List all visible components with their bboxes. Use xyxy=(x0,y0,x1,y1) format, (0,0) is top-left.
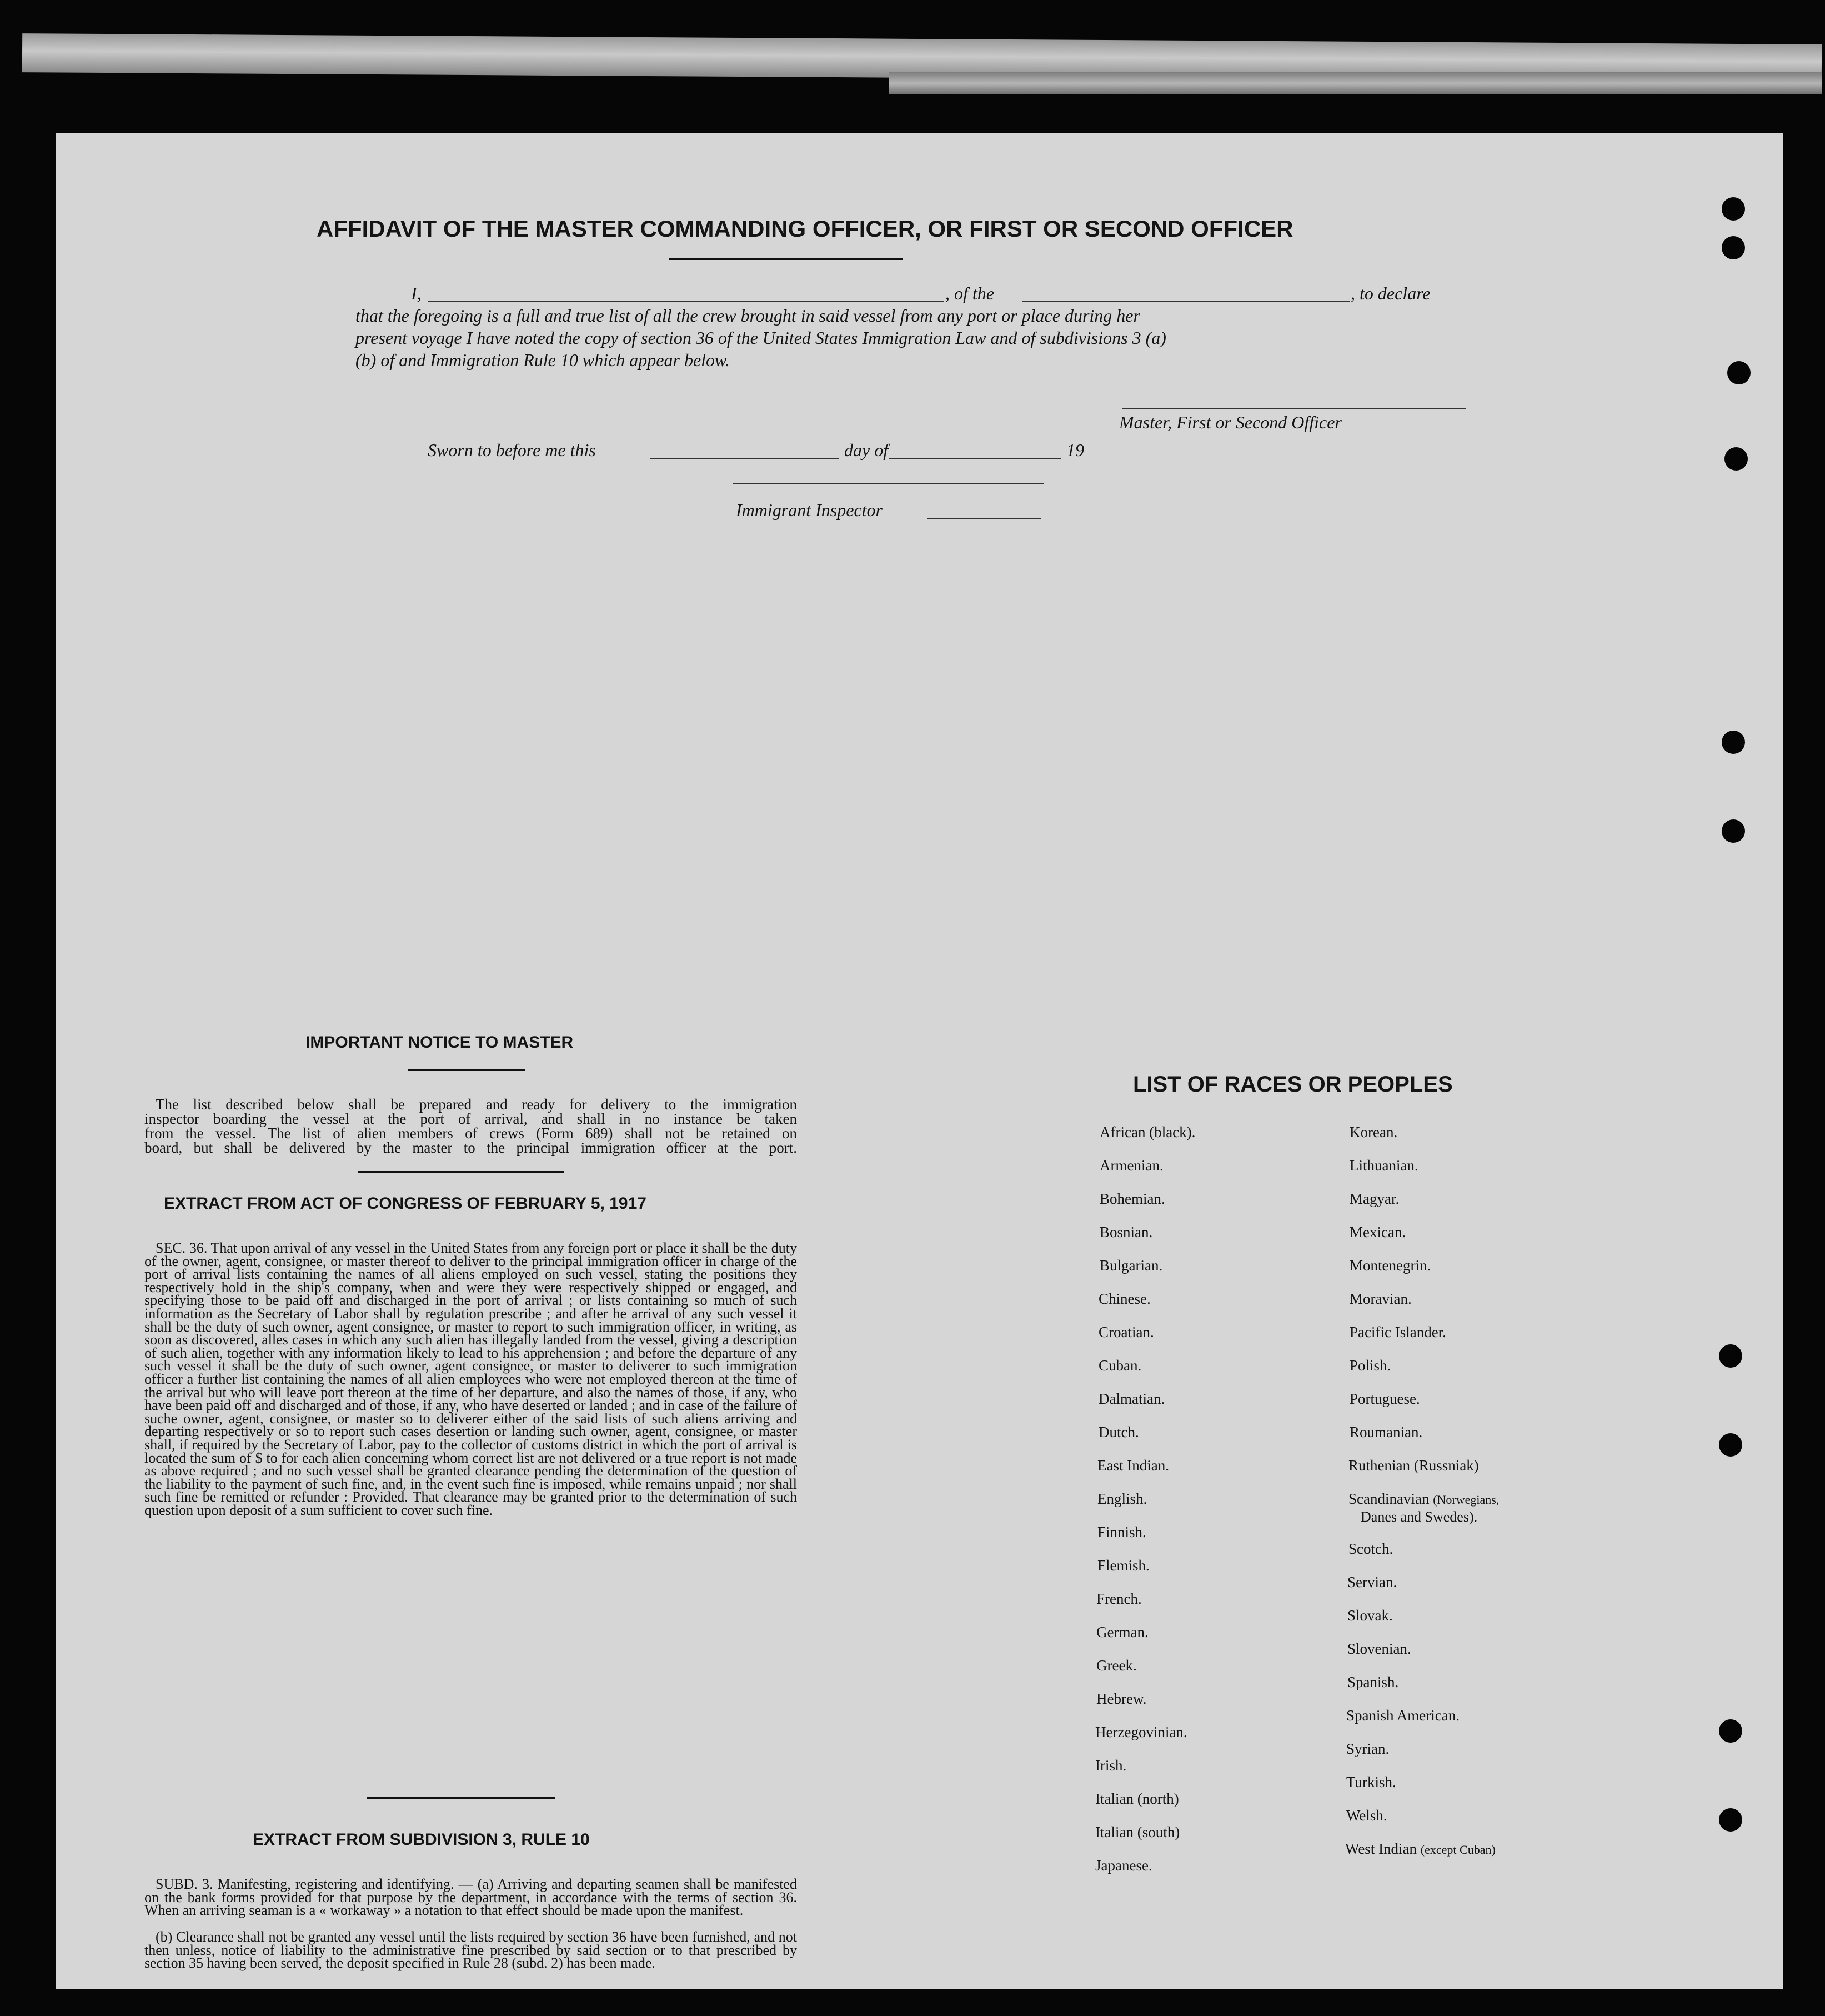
binder-hole xyxy=(1719,1344,1742,1368)
of-the-label: , of the xyxy=(945,283,994,303)
sworn-label: Sworn to before me this xyxy=(428,440,596,460)
notice-line-4: board, but shall be delivered by the master to the principal immigration officer at the port. xyxy=(144,1139,797,1156)
race-label: West Indian xyxy=(1345,1840,1417,1857)
notice-rule xyxy=(408,1069,525,1071)
binder-hole xyxy=(1719,1433,1742,1457)
race-item: Cuban. xyxy=(1099,1357,1142,1374)
vessel-blank[interactable] xyxy=(1022,301,1350,302)
act-text: SEC. 36. That upon arrival of any vessel in the United States from any foreign port or place it shall be the duty of the owner, agent, consignee, or master thereof to deliver to the principal immigration officer in charge of the port of arrival lists containing the names of all aliens employed on such vessel, stating the positions they respectively hold in the ship's company, when and were they were respectively shipped or engaged, and specifying those to be paid off and discharged in the port of arrival ; or lists containing so much of such information as the Secretary of Labor shall by regulation prescribe ; and after he arrival of any such vessel it shall be the duty of such owner, agent consignee, or master to report to such immigration officer, in writing, as soon as discovered, alles cases in which any such alien has illegally landed from the vessel, giving a description of such alien, together with any information likely to lead to his apprehension ; and before the departure of any such vessel it shall be the duty of such owner, agent consignee, or master to deliverer to such immigration officer a further list containing the names of all alien employees who were not employed thereon at the time of the arrival but who will leave port thereon at the time of her departure, and also the names of those, if any, who have been paid off and discharged and of those, if any, who have deserted or landed ; and in case of the failure of suche owner, agent, consignee, or master so to deliverer either of the said lists of such aliens arriving and departing respectively or so to report such cases desertion or landing such owner, agent, consignee, or master shall, if required by the Secretary of Labor, pay to the collector of customs district in which the port of arrival is located the sum of $ to for each alien concerning whom correct list are not delivered or a true report is not made as above required ; and no such vessel shall be granted clearance pending the determination of the question of the liability to the payment of such fine, and, in the event such fine is imposed, while remains unpaid ; nor shall such fine be remitted or refunder : Provided. That clearance may be granted prior to the determination of such question upon deposit of a sum sufficient to cover such fine. xyxy=(144,1240,797,1518)
rule-text-a: SUBD. 3. Manifesting, registering and identifying. — (a) Arriving and departing seamen shall be manifested on the bank forms provided for that purpose by the department, in accordance with the terms of section 36. When an arriving seaman is a « workaway » a notation to that effect should be made upon the manifest. xyxy=(144,1876,797,1919)
race-item: Bohemian. xyxy=(1100,1190,1165,1207)
race-item: Bulgarian. xyxy=(1100,1257,1163,1274)
race-item: Hebrew. xyxy=(1096,1690,1147,1707)
signature-blank[interactable] xyxy=(1122,408,1466,409)
i-label: I, xyxy=(411,283,422,303)
race-item: Dutch. xyxy=(1099,1424,1139,1440)
binder-hole xyxy=(1722,197,1745,221)
race-item: English. xyxy=(1097,1490,1147,1507)
race-item: Japanese. xyxy=(1095,1857,1152,1874)
day-of-label: day of xyxy=(844,440,889,460)
to-declare-label: , to declare xyxy=(1351,283,1431,303)
title-rule xyxy=(669,258,903,260)
race-note-line-2 xyxy=(1361,1508,1477,1525)
race-note: (except Cuban) xyxy=(1420,1843,1496,1857)
race-item: African (black). xyxy=(1100,1124,1196,1140)
race-note: Danes and Swedes). xyxy=(1361,1509,1478,1525)
year-prefix: 19 xyxy=(1066,440,1084,460)
race-item: East Indian. xyxy=(1097,1457,1169,1474)
binder-hole xyxy=(1719,1808,1742,1832)
race-item: Herzegovinian. xyxy=(1095,1724,1187,1740)
notice-title: IMPORTANT NOTICE TO MASTER xyxy=(305,1033,574,1052)
binder-hole xyxy=(1727,361,1751,384)
race-item: Turkish. xyxy=(1346,1774,1396,1790)
act-title: EXTRACT FROM ACT OF CONGRESS OF FEBRUARY 5, 1917 xyxy=(164,1194,646,1213)
name-blank[interactable] xyxy=(428,301,944,302)
races-title: LIST OF RACES OR PEOPLES xyxy=(1133,1072,1453,1097)
binder-hole xyxy=(1722,731,1745,754)
race-item: Greek. xyxy=(1096,1657,1137,1674)
affidavit-line-4: (b) of and Immigration Rule 10 which appear below. xyxy=(355,350,730,370)
race-item-scandinavian xyxy=(1348,1490,1499,1508)
race-item: Korean. xyxy=(1350,1124,1398,1140)
race-item: Portuguese. xyxy=(1350,1390,1420,1407)
binder-hole xyxy=(1724,447,1748,471)
notice-line-3: from the vessel. The list of alien members of crews (Form 689) shall not be retained on xyxy=(144,1125,797,1142)
month-blank[interactable] xyxy=(889,458,1061,459)
signature-label: Master, First or Second Officer xyxy=(1119,412,1342,432)
race-note: (Norwegians, xyxy=(1433,1493,1500,1507)
act-bottom-rule xyxy=(367,1797,555,1799)
race-item: Spanish. xyxy=(1347,1674,1399,1690)
race-item: French. xyxy=(1096,1590,1142,1607)
race-item: Scotch. xyxy=(1348,1540,1393,1557)
sworn-line xyxy=(428,440,1177,462)
race-item: Servian. xyxy=(1347,1574,1397,1590)
race-item: Chinese. xyxy=(1099,1290,1151,1307)
race-item: Spanish American. xyxy=(1346,1707,1460,1724)
inspector-blank[interactable] xyxy=(927,518,1041,519)
race-item: Syrian. xyxy=(1346,1740,1390,1757)
notice-line-1: The list described below shall be prepared and ready for delivery to the immigration xyxy=(156,1096,797,1113)
race-item: Finnish. xyxy=(1097,1524,1146,1540)
race-item: Welsh. xyxy=(1346,1807,1387,1824)
race-item: German. xyxy=(1096,1624,1149,1640)
affidavit-line-3: present voyage I have noted the copy of section 36 of the United States Immigration Law and of subdivisions 3 (a) xyxy=(355,328,1166,348)
inspector-line xyxy=(736,500,1069,522)
race-item: Flemish. xyxy=(1097,1557,1150,1574)
race-item: Slovak. xyxy=(1347,1607,1393,1624)
binder-hole xyxy=(1719,1719,1742,1743)
race-item: Moravian. xyxy=(1350,1290,1412,1307)
race-item-west-indian xyxy=(1345,1840,1496,1858)
race-item: Irish. xyxy=(1095,1757,1127,1774)
sworn-date-blank[interactable] xyxy=(650,458,839,459)
notice-text xyxy=(144,1097,797,1155)
race-item: Montenegrin. xyxy=(1350,1257,1431,1274)
race-label: Scandinavian xyxy=(1348,1490,1430,1507)
binder-hole xyxy=(1722,236,1745,259)
race-item: Croatian. xyxy=(1099,1324,1154,1340)
race-item: Magyar. xyxy=(1350,1190,1400,1207)
race-item: Slovenian. xyxy=(1347,1640,1411,1657)
film-edge-strip-lower xyxy=(889,72,1822,94)
race-item: Ruthenian (Russniak) xyxy=(1348,1457,1479,1474)
race-item: Dalmatian. xyxy=(1099,1390,1165,1407)
race-item: Polish. xyxy=(1350,1357,1391,1374)
rule-text-b: (b) Clearance shall not be granted any vessel until the lists required by section 36 have been furnished, and not then unless, notice of liability to the administrative fine prescribed by said section or to that prescribed by section 35 having been served, the deposit specified in Rule 28 (subd. 2) has been made. xyxy=(144,1929,797,1972)
rule-title: EXTRACT FROM SUBDIVISION 3, RULE 10 xyxy=(253,1830,590,1849)
affidavit-title: AFFIDAVIT OF THE MASTER COMMANDING OFFICER, OR FIRST OR SECOND OFFICER xyxy=(317,216,1293,242)
race-item: Italian (south) xyxy=(1095,1824,1180,1840)
race-item: Mexican. xyxy=(1350,1224,1406,1240)
document-page xyxy=(56,133,1783,1989)
notice-bottom-rule xyxy=(358,1171,564,1173)
race-item: Bosnian. xyxy=(1100,1224,1153,1240)
race-item: Italian (north) xyxy=(1095,1790,1179,1807)
race-item: Lithuanian. xyxy=(1350,1157,1418,1174)
race-item: Armenian. xyxy=(1100,1157,1164,1174)
race-item: Pacific Islander. xyxy=(1350,1324,1446,1340)
race-item: Roumanian. xyxy=(1350,1424,1423,1440)
inspector-label: Immigrant Inspector xyxy=(736,500,883,520)
notice-line-2: inspector boarding the vessel at the port of arrival, and shall in no instance be taken xyxy=(144,1110,797,1127)
inspector-signature-blank[interactable] xyxy=(733,483,1044,484)
affidavit-line-1 xyxy=(411,283,1483,306)
binder-hole xyxy=(1722,819,1745,843)
affidavit-line-2: that the foregoing is a full and true list of all the crew brought in said vessel from any port or place during her xyxy=(355,306,1140,326)
